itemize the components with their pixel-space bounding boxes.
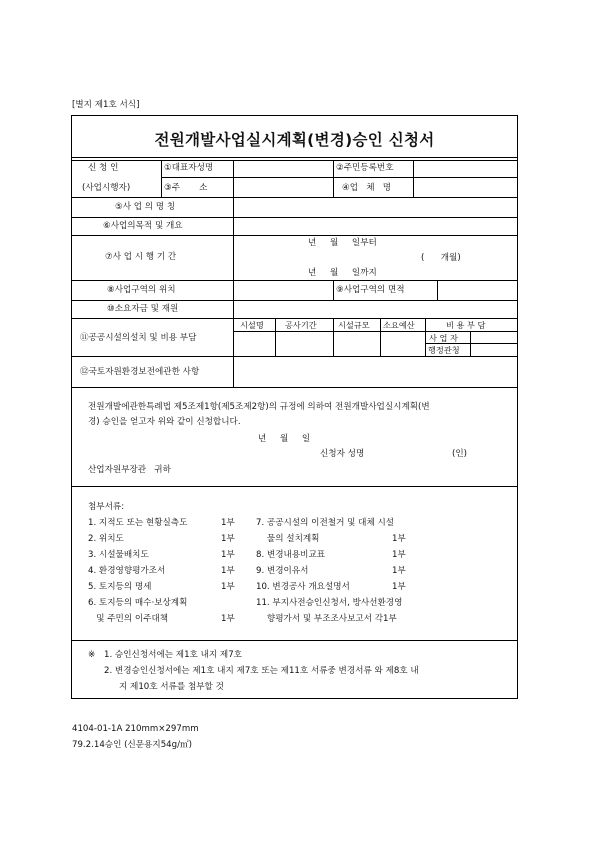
divider — [333, 318, 334, 356]
attachment-left-3-count: 1부 — [221, 550, 235, 560]
company-label: ④업 체 명 — [342, 183, 391, 193]
divider — [425, 318, 426, 356]
col-cost-burden: 비 용 부 담 — [446, 320, 486, 330]
period-to: 년 월 일까지 — [308, 268, 377, 278]
divider — [71, 157, 518, 158]
period-months: ( 개월) — [421, 253, 461, 263]
divider — [71, 640, 518, 641]
attachment-left-5: 5. 토지등의 명세 — [88, 582, 152, 592]
divider — [333, 280, 334, 300]
form-number-label: [별지 제1호 서식] — [72, 100, 140, 110]
public-facility-label: ⑪공공시설의설치 및 비용 부담 — [80, 333, 197, 343]
statement-line1: 전원개발에관한특례법 제5조제1항(제5조제2항)의 규정에 의하여 전원개발사업실시계획(변 — [88, 402, 430, 412]
note-mark: ※ — [88, 650, 96, 660]
col-budget: 소요예산 — [383, 320, 415, 330]
attachment-right-7: 7. 공공시설의 이전철거 및 대체 시설 — [256, 518, 395, 528]
attachment-right-7b-count: 1부 — [392, 534, 406, 544]
divider — [71, 160, 518, 161]
note-1: 1. 승인신청서에는 제1호 내지 제7호 — [104, 650, 242, 660]
applicant-sublabel: (사업시행자) — [82, 183, 131, 193]
col-facility-scale: 시설규모 — [338, 320, 370, 330]
rep-name-label: ①대표자성명 — [164, 163, 214, 173]
col-agency: 행정관청 — [428, 345, 460, 355]
divider — [71, 387, 518, 388]
attachments-heading: 첨부서류: — [88, 502, 125, 512]
attachment-left-5-count: 1부 — [221, 582, 235, 592]
divider — [413, 160, 414, 197]
statement-line2: 경) 승인을 얻고자 위와 같이 신청합니다. — [88, 417, 241, 427]
attachment-left-7: 및 주민의 이주대책 — [88, 614, 169, 624]
divider — [71, 280, 518, 281]
divider — [161, 177, 518, 178]
address-label: ③주 소 — [164, 183, 208, 193]
project-name-label: ⑤사 업 의 명 칭 — [115, 202, 176, 212]
divider — [233, 160, 234, 356]
attachment-right-9-count: 1부 — [392, 566, 406, 576]
funding-label: ⑩소요자금 및 재원 — [107, 304, 179, 314]
applicant-label: 신 청 인 — [88, 163, 119, 173]
attachment-left-4-count: 1부 — [221, 566, 235, 576]
attachment-right-10: 10. 변경공사 개요설명서 — [256, 582, 350, 592]
approval-info: 79.2.14승인 (신문용지54g/㎡) — [72, 740, 192, 750]
area-label: ⑨사업구역의 면적 — [336, 285, 405, 295]
attachment-right-7b: 물의 설치계획 — [256, 534, 320, 544]
divider — [71, 235, 518, 236]
divider — [470, 331, 471, 356]
attachment-right-11b: 향평가서 및 부조조사보고서 각1부 — [256, 614, 397, 624]
attachment-left-7-count: 1부 — [221, 614, 235, 624]
divider — [333, 160, 334, 197]
attachment-left-2: 2. 위치도 — [88, 534, 124, 544]
note-2-cont: 지 제10호 서류를 첨부할 것 — [119, 682, 224, 692]
attachment-left-6: 6. 토지등의 매수·보상계획 — [88, 598, 188, 608]
divider — [71, 318, 518, 319]
divider — [71, 217, 518, 218]
purpose-label: ⑥사업의목적 및 개요 — [103, 221, 183, 231]
seal-mark: (인) — [452, 449, 468, 459]
col-construction-period: 공사기간 — [285, 320, 317, 330]
location-label: ⑧사업구역의 위치 — [107, 285, 176, 295]
note-2: 2. 변경승인신청서에는 제1호 내지 제7호 또는 제11호 서류중 변경서류 와 제8호 내 — [104, 666, 419, 676]
statement-date: 년 월 일 — [258, 434, 311, 444]
attachment-right-8: 8. 변경내용비교표 — [256, 550, 326, 560]
attachment-left-2-count: 1부 — [221, 534, 235, 544]
divider — [71, 356, 518, 357]
divider — [161, 160, 162, 197]
attachment-left-1-count: 1부 — [221, 518, 235, 528]
attachment-right-9: 9. 변경이유서 — [256, 566, 309, 576]
attachment-left-3: 3. 시설물배치도 — [88, 550, 149, 560]
divider — [275, 318, 276, 356]
form-spec: 4104-01-1A 210mm×297mm — [72, 724, 199, 734]
period-label: ⑦사 업 시 행 기 간 — [105, 252, 177, 262]
period-from: 년 월 일부터 — [308, 238, 377, 248]
attachment-left-1: 1. 지적도 또는 현황실측도 — [88, 518, 188, 528]
divider — [71, 486, 518, 487]
divider — [233, 356, 234, 387]
signer-label: 신청자 성명 — [320, 449, 365, 459]
col-operator: 사 업 자 — [429, 333, 458, 343]
environment-label: ⑫국토자원환경보전에관한 사항 — [80, 367, 200, 377]
recipient-label: 산업자원부장관 귀하 — [88, 465, 171, 475]
attachment-left-4: 4. 환경영향평가조서 — [88, 566, 166, 576]
col-facility-name: 시설명 — [240, 320, 264, 330]
divider — [71, 300, 518, 301]
divider — [437, 280, 438, 300]
form-title: 전원개발사업실시계획(변경)승인 신청서 — [154, 131, 435, 149]
attachment-right-8-count: 1부 — [392, 550, 406, 560]
reg-no-label: ②주민등록번호 — [336, 163, 394, 173]
divider — [71, 197, 518, 198]
attachment-right-10-count: 1부 — [392, 582, 406, 592]
divider — [380, 318, 381, 356]
attachment-right-11: 11. 부지사전승인신청서, 방사선환경영 — [256, 598, 403, 608]
